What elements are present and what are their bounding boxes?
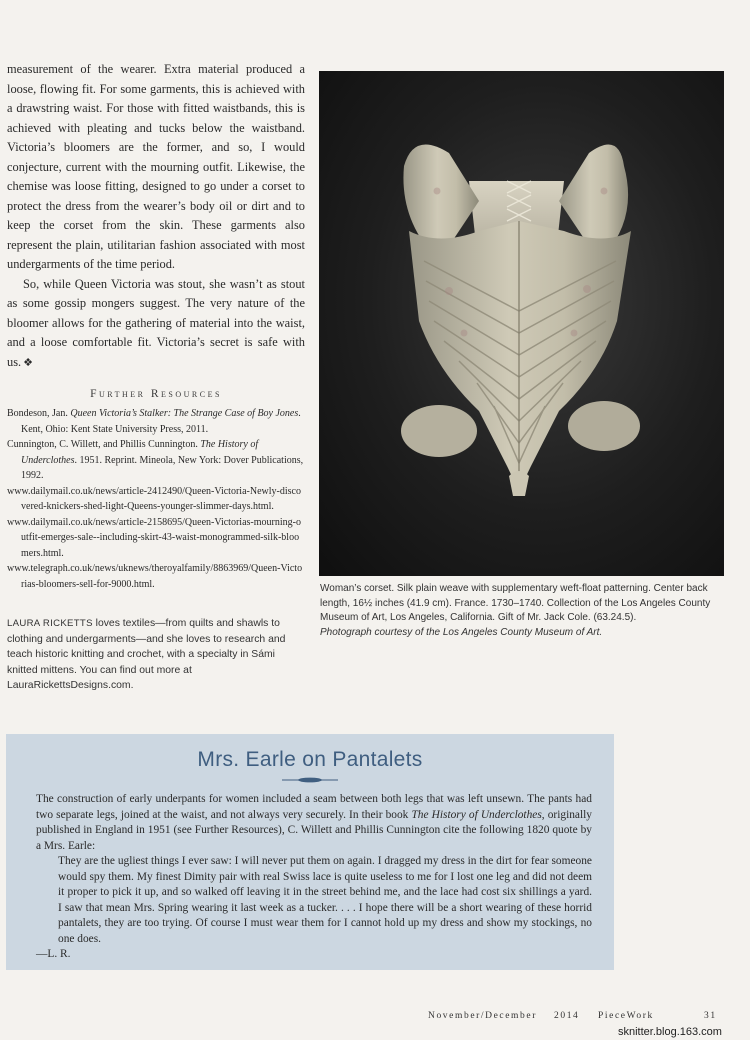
resource-link-3[interactable]: www.telegraph.co.uk/news/uknews/theroyalfamily/8863969/Queen-Victorias-bloomers-sell-for-9000.html. [7, 563, 303, 590]
article-paragraph-2 [7, 275, 305, 373]
sidebar-signoff: —L. R. [36, 948, 71, 960]
resource-link-1[interactable]: www.dailymail.co.uk/news/article-2412490/Queen-Victoria-Newly-discovered-knickers-shed-light-Queens-younger-slimmer-days.html. [7, 485, 301, 512]
resources-list [7, 406, 305, 592]
author-bio [7, 616, 305, 694]
article-paragraph-1: measurement of the wearer. Extra material produced a loose, flowing fit. For some garments, this is achieved with a drawstring waist. For those with fitted waistbands, this is achieved with pleating and tucks below the waistband. Victoria’s bloomers are the former, and so, I would conjecture, current with the mourning outfit. Likewise, the chemise was loose fitting, designed to go under a corset to protect the dress from the wearer’s body oil or dirt and to keep the corset from the skin. These garments also represent the plain, utilitarian fashion associated with most undergarments of the time period. [7, 62, 305, 271]
photo-caption [320, 582, 720, 640]
sidebar-intro: The construction of early underpants for women included a seam between both legs that was left unsewn. The pants had two separate legs, joined at the waist, and not always very securely. In their book The History of Underclothes, originally published in England in 1951 (see Further Resources), C. Willett and Phillis Cunnington cite the following 1820 quote by a Mrs. Earle: [36, 793, 593, 852]
sidebar-body [36, 792, 592, 963]
left-column [7, 60, 305, 694]
resource-citation-1: Bondeson, Jan. Queen Victoria’s Stalker: The Strange Case of Boy Jones. Kent, Ohio: Kent State University Press, 2011. [7, 408, 301, 435]
footer-magazine: PieceWork [598, 1011, 654, 1021]
sidebar-title: Mrs. Earle on Pantalets [197, 748, 423, 771]
footer-year: 2014 [554, 1011, 580, 1021]
corset-illustration [319, 71, 724, 576]
further-resources-heading: Further Resources [90, 388, 222, 400]
author-bio-text: loves textiles—from quilts and shawls to clothing and undergarments—and she loves to research and teach historic knitting and crochet, with a specialty in Sámi knitted mittens. You can find out more at LauraRickettsDesigns.com. [7, 618, 286, 691]
footer-issue: November/December [428, 1011, 537, 1021]
watermark: sknitter.blog.163.com [618, 1026, 722, 1038]
caption-text: Woman’s corset. Silk plain weave with supplementary weft-float patterning. Center back length, 16½ inches (41.9 cm). France. 1730–1740. Collection of the Los Angeles County Museum of Art, Los Angeles, California. Gift of Mr. Jack Cole. (63.24.5). [320, 583, 711, 623]
author-name: LAURA RICKETTS [7, 618, 93, 629]
page-footer [0, 1011, 750, 1025]
corset-photo [319, 71, 724, 576]
resource-citation-2: Cunnington, C. Willett, and Phillis Cunnington. The History of Underclothes. 1951. Reprint. Mineola, New York: Dover Publications, 1992. [7, 439, 304, 481]
resource-link-2[interactable]: www.dailymail.co.uk/news/article-2158695/Queen-Victorias-mourning-outfit-emerges-sale--including-skirt-43-waist-monogrammed-silk-bloomers.html. [7, 516, 301, 559]
end-mark-icon: ❖ [23, 355, 33, 369]
sidebar-box [6, 734, 614, 970]
article-paragraph-2-text: So, while Queen Victoria was stout, she wasn’t as stout as some gossip mongers suggest. The very nature of the bloomer allows for the gathering of material into the waist, and a loose comfortable fit. Victoria’s secret is safe with us. [7, 276, 305, 369]
article-body [7, 60, 305, 372]
sidebar-quote: They are the ugliest things I ever saw: I will never put them on again. I dragged my dress in the dirt for fear someone would spy them. My finest Dimity pair with real Swiss lace is quite useless to me for I lost one leg and did not deem it proper to pick it up, and so walked off leaving it in the street behind me, and the lace had cost six shillings a yard. I saw that mean Mrs. Spring wearing it last week as a tucker. . . . I hope there will be a short wearing of these horrid pantalets, they are too trying. Of course I must wear them for I cannot hold up my dress and show my stockings, no one does. [58, 855, 592, 945]
ornament-divider-icon [282, 777, 338, 783]
caption-credit: Photograph courtesy of the Los Angeles County Museum of Art. [320, 626, 603, 638]
footer-page-number: 31 [704, 1011, 717, 1021]
